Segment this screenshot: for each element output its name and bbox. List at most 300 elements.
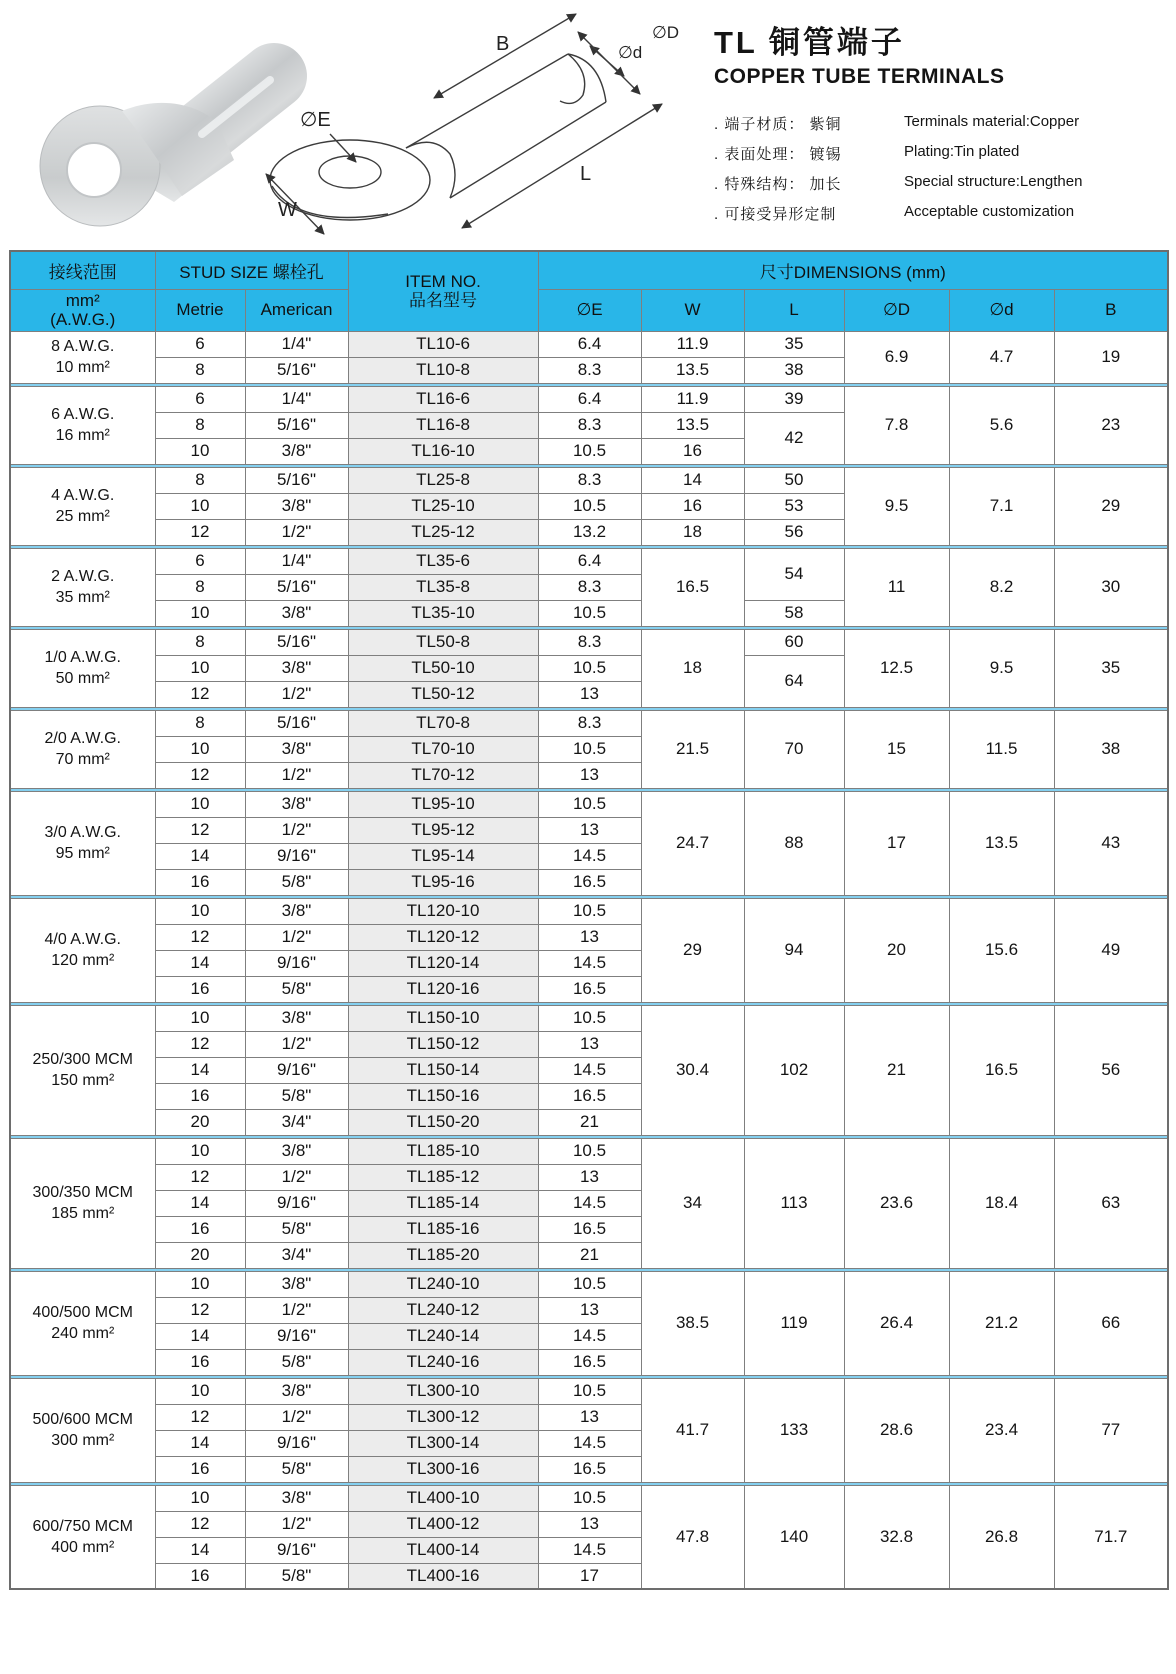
e-cell: 13	[538, 1164, 641, 1190]
d-cell: 12.5	[844, 629, 949, 707]
l-cell: 94	[744, 898, 844, 1002]
american-cell: 1/4"	[245, 331, 348, 357]
d-small-cell: 11.5	[949, 710, 1054, 788]
col-header-dim-l: L	[744, 289, 844, 331]
e-cell: 10.5	[538, 600, 641, 626]
d-small-cell: 26.8	[949, 1485, 1054, 1589]
item-cell: TL185-20	[348, 1242, 538, 1268]
table-row	[10, 1005, 1168, 1031]
d-cell: 21	[844, 1005, 949, 1135]
american-cell: 3/8"	[245, 736, 348, 762]
metric-cell: 12	[155, 1297, 245, 1323]
e-cell: 10.5	[538, 1378, 641, 1404]
b-cell: 30	[1054, 548, 1168, 626]
spec-plating-cn: . 表面处理： 镀锡	[714, 146, 842, 163]
item-cell: TL95-16	[348, 869, 538, 895]
col-header-dim-d-small: ∅d	[949, 289, 1054, 331]
l-cell: 64	[744, 655, 844, 707]
e-cell: 13	[538, 1511, 641, 1537]
american-cell: 1/2"	[245, 1297, 348, 1323]
item-cell: TL240-10	[348, 1271, 538, 1297]
w-cell: 13.5	[641, 357, 744, 383]
range-line: 240 mm²	[51, 1325, 115, 1342]
metric-cell: 12	[155, 519, 245, 545]
item-cell: TL150-14	[348, 1057, 538, 1083]
e-cell: 10.5	[538, 791, 641, 817]
range-line: 400/500 MCM	[32, 1304, 133, 1321]
b-cell: 43	[1054, 791, 1168, 895]
range-cell	[10, 898, 155, 1002]
range-line: 300 mm²	[51, 1432, 115, 1449]
metric-cell: 6	[155, 548, 245, 574]
american-cell: 1/2"	[245, 1164, 348, 1190]
american-cell: 1/2"	[245, 681, 348, 707]
diagram-label-b: B	[496, 33, 510, 55]
spec-table	[9, 250, 1169, 1590]
metric-cell: 14	[155, 950, 245, 976]
american-cell: 9/16"	[245, 1190, 348, 1216]
dimension-diagram	[238, 2, 698, 247]
item-cell: TL95-10	[348, 791, 538, 817]
e-cell: 14.5	[538, 950, 641, 976]
american-cell: 3/8"	[245, 1485, 348, 1511]
e-cell: 14.5	[538, 1323, 641, 1349]
l-cell: 54	[744, 548, 844, 600]
metric-cell: 16	[155, 1083, 245, 1109]
l-cell: 38	[744, 357, 844, 383]
e-cell: 16.5	[538, 976, 641, 1002]
item-cell: TL35-10	[348, 600, 538, 626]
item-cell: TL300-14	[348, 1430, 538, 1456]
range-line: 600/750 MCM	[32, 1517, 133, 1535]
spec-custom-en: Acceptable customization	[904, 203, 1075, 220]
metric-cell: 12	[155, 1164, 245, 1190]
american-cell: 5/16"	[245, 574, 348, 600]
table-row	[10, 1378, 1168, 1404]
e-cell: 17	[538, 1563, 641, 1589]
american-cell: 5/16"	[245, 467, 348, 493]
range-line: 185 mm²	[51, 1205, 115, 1222]
american-cell: 1/2"	[245, 519, 348, 545]
e-cell: 13	[538, 1297, 641, 1323]
e-cell: 13	[538, 1404, 641, 1430]
item-cell: TL10-8	[348, 357, 538, 383]
item-cell: TL185-14	[348, 1190, 538, 1216]
w-cell: 41.7	[641, 1378, 744, 1482]
e-cell: 14.5	[538, 1430, 641, 1456]
w-cell: 21.5	[641, 710, 744, 788]
american-cell: 9/16"	[245, 950, 348, 976]
l-cell: 58	[744, 600, 844, 626]
american-cell: 9/16"	[245, 1057, 348, 1083]
metric-cell: 8	[155, 412, 245, 438]
range-line: 500/600 MCM	[32, 1411, 133, 1428]
d-small-cell: 9.5	[949, 629, 1054, 707]
metric-cell: 14	[155, 1537, 245, 1563]
metric-cell: 16	[155, 1563, 245, 1589]
item-cell: TL300-16	[348, 1456, 538, 1482]
item-cell: TL25-12	[348, 519, 538, 545]
w-cell: 16	[641, 438, 744, 464]
metric-cell: 8	[155, 574, 245, 600]
l-cell: 102	[744, 1005, 844, 1135]
e-cell: 13	[538, 762, 641, 788]
american-cell: 5/16"	[245, 629, 348, 655]
item-cell: TL150-16	[348, 1083, 538, 1109]
col-header-item-line2: 品名型号	[409, 291, 478, 311]
spec-material-en: Terminals material:Copper	[904, 113, 1080, 130]
table-row	[10, 629, 1168, 655]
metric-cell: 8	[155, 629, 245, 655]
american-cell: 1/2"	[245, 1031, 348, 1057]
b-cell: 29	[1054, 467, 1168, 545]
item-cell: TL95-12	[348, 817, 538, 843]
item-cell: TL70-8	[348, 710, 538, 736]
american-cell: 1/2"	[245, 817, 348, 843]
e-cell: 10.5	[538, 1485, 641, 1511]
d-cell: 6.9	[844, 331, 949, 383]
metric-cell: 14	[155, 1190, 245, 1216]
american-cell: 3/8"	[245, 1005, 348, 1031]
e-cell: 16.5	[538, 1083, 641, 1109]
range-cell	[10, 1005, 155, 1135]
table-body	[10, 331, 1168, 1589]
l-cell: 88	[744, 791, 844, 895]
e-cell: 10.5	[538, 1138, 641, 1164]
item-cell: TL120-14	[348, 950, 538, 976]
l-cell: 113	[744, 1138, 844, 1268]
american-cell: 5/8"	[245, 976, 348, 1002]
l-cell: 53	[744, 493, 844, 519]
metric-cell: 12	[155, 924, 245, 950]
l-cell: 35	[744, 331, 844, 357]
range-line: 2/0 A.W.G.	[44, 730, 121, 747]
table-row	[10, 386, 1168, 412]
item-cell: TL16-6	[348, 386, 538, 412]
metric-cell: 8	[155, 467, 245, 493]
range-cell	[10, 1271, 155, 1375]
item-cell: TL120-16	[348, 976, 538, 1002]
w-cell: 16.5	[641, 548, 744, 626]
e-cell: 14.5	[538, 1537, 641, 1563]
dimension-diagram-drawing	[238, 2, 698, 247]
range-line: 70 mm²	[55, 751, 110, 768]
e-cell: 16.5	[538, 1216, 641, 1242]
d-cell: 32.8	[844, 1485, 949, 1589]
metric-cell: 10	[155, 1271, 245, 1297]
range-line: 8 A.W.G.	[51, 338, 115, 355]
range-line: 25 mm²	[55, 508, 110, 525]
e-cell: 10.5	[538, 493, 641, 519]
w-cell: 14	[641, 467, 744, 493]
b-cell: 19	[1054, 331, 1168, 383]
e-cell: 6.4	[538, 331, 641, 357]
diagram-label-e: ∅E	[300, 109, 331, 131]
range-cell	[10, 467, 155, 545]
b-cell: 77	[1054, 1378, 1168, 1482]
col-header-metric: Metrie	[155, 289, 245, 331]
b-cell: 63	[1054, 1138, 1168, 1268]
item-cell: TL35-6	[348, 548, 538, 574]
metric-cell: 12	[155, 681, 245, 707]
table-row	[10, 898, 1168, 924]
e-cell: 10.5	[538, 438, 641, 464]
item-cell: TL400-16	[348, 1563, 538, 1589]
d-cell: 9.5	[844, 467, 949, 545]
d-small-cell: 13.5	[949, 791, 1054, 895]
metric-cell: 16	[155, 1456, 245, 1482]
metric-cell: 16	[155, 1349, 245, 1375]
diagram-label-d-big: ∅D	[652, 23, 680, 42]
col-header-dimensions: 尺寸DIMENSIONS (mm)	[538, 251, 1168, 289]
e-cell: 10.5	[538, 655, 641, 681]
w-cell: 47.8	[641, 1485, 744, 1589]
american-cell: 3/8"	[245, 1378, 348, 1404]
range-cell	[10, 1138, 155, 1268]
item-cell: TL95-14	[348, 843, 538, 869]
col-header-dim-e: ∅E	[538, 289, 641, 331]
col-header-item-line1: ITEM NO.	[405, 272, 481, 292]
table-row	[10, 791, 1168, 817]
metric-cell: 10	[155, 600, 245, 626]
american-cell: 5/16"	[245, 412, 348, 438]
american-cell: 9/16"	[245, 1430, 348, 1456]
table-header	[10, 251, 1168, 331]
b-cell: 35	[1054, 629, 1168, 707]
item-cell: TL50-10	[348, 655, 538, 681]
e-cell: 21	[538, 1242, 641, 1268]
w-cell: 18	[641, 519, 744, 545]
e-cell: 8.3	[538, 412, 641, 438]
metric-cell: 12	[155, 1511, 245, 1537]
metric-cell: 8	[155, 710, 245, 736]
d-small-cell: 7.1	[949, 467, 1054, 545]
american-cell: 3/8"	[245, 1271, 348, 1297]
w-cell: 24.7	[641, 791, 744, 895]
e-cell: 6.4	[538, 386, 641, 412]
metric-cell: 12	[155, 762, 245, 788]
american-cell: 5/8"	[245, 1083, 348, 1109]
e-cell: 8.3	[538, 574, 641, 600]
metric-cell: 8	[155, 357, 245, 383]
e-cell: 14.5	[538, 1190, 641, 1216]
range-cell	[10, 791, 155, 895]
item-cell: TL10-6	[348, 331, 538, 357]
item-cell: TL16-10	[348, 438, 538, 464]
col-header-range-units	[10, 289, 155, 331]
item-cell: TL185-16	[348, 1216, 538, 1242]
e-cell: 14.5	[538, 843, 641, 869]
item-cell: TL150-12	[348, 1031, 538, 1057]
e-cell: 21	[538, 1109, 641, 1135]
col-header-dim-d: ∅D	[844, 289, 949, 331]
range-line: 10 mm²	[55, 359, 110, 376]
e-cell: 13	[538, 924, 641, 950]
col-header-dim-w: W	[641, 289, 744, 331]
l-cell: 133	[744, 1378, 844, 1482]
col-header-stud-size: STUD SIZE 螺栓孔	[155, 251, 348, 289]
col-header-american: American	[245, 289, 348, 331]
d-cell: 15	[844, 710, 949, 788]
e-cell: 6.4	[538, 548, 641, 574]
col-header-dim-b: B	[1054, 289, 1168, 331]
range-line: 4 A.W.G.	[51, 487, 115, 504]
american-cell: 3/8"	[245, 438, 348, 464]
american-cell: 3/8"	[245, 493, 348, 519]
spec-custom-cn: . 可接受异形定制	[714, 206, 837, 223]
d-small-cell: 16.5	[949, 1005, 1054, 1135]
item-cell: TL16-8	[348, 412, 538, 438]
b-cell: 56	[1054, 1005, 1168, 1135]
w-cell: 16	[641, 493, 744, 519]
metric-cell: 10	[155, 898, 245, 924]
range-cell	[10, 386, 155, 464]
american-cell: 5/16"	[245, 710, 348, 736]
b-cell: 66	[1054, 1271, 1168, 1375]
l-cell: 119	[744, 1271, 844, 1375]
spec-plating-en: Plating:Tin plated	[904, 143, 1020, 160]
d-small-cell: 4.7	[949, 331, 1054, 383]
range-cell	[10, 710, 155, 788]
table-row	[10, 1138, 1168, 1164]
metric-cell: 10	[155, 791, 245, 817]
american-cell: 3/8"	[245, 1138, 348, 1164]
range-line: 16 mm²	[55, 427, 110, 444]
e-cell: 16.5	[538, 1456, 641, 1482]
col-header-range-awg: (A.W.G.)	[50, 310, 116, 329]
american-cell: 5/8"	[245, 1456, 348, 1482]
item-cell: TL400-14	[348, 1537, 538, 1563]
range-cell	[10, 629, 155, 707]
metric-cell: 16	[155, 1216, 245, 1242]
item-cell: TL120-10	[348, 898, 538, 924]
d-small-cell: 18.4	[949, 1138, 1054, 1268]
metric-cell: 6	[155, 331, 245, 357]
metric-cell: 16	[155, 869, 245, 895]
table-row	[10, 1485, 1168, 1511]
title-block	[714, 26, 1166, 224]
item-cell: TL70-12	[348, 762, 538, 788]
range-line: 2 A.W.G.	[51, 568, 115, 585]
item-cell: TL50-12	[348, 681, 538, 707]
range-line: 6 A.W.G.	[51, 406, 115, 423]
w-cell: 38.5	[641, 1271, 744, 1375]
american-cell: 1/2"	[245, 762, 348, 788]
american-cell: 3/8"	[245, 898, 348, 924]
range-cell	[10, 1485, 155, 1589]
metric-cell: 14	[155, 1057, 245, 1083]
american-cell: 1/2"	[245, 1511, 348, 1537]
e-cell: 10.5	[538, 898, 641, 924]
e-cell: 14.5	[538, 1057, 641, 1083]
metric-cell: 10	[155, 1138, 245, 1164]
e-cell: 8.3	[538, 629, 641, 655]
american-cell: 9/16"	[245, 1323, 348, 1349]
metric-cell: 14	[155, 1430, 245, 1456]
metric-cell: 6	[155, 386, 245, 412]
range-cell	[10, 1378, 155, 1482]
range-line: 35 mm²	[55, 589, 110, 606]
w-cell: 30.4	[641, 1005, 744, 1135]
american-cell: 3/8"	[245, 791, 348, 817]
e-cell: 10.5	[538, 1271, 641, 1297]
d-cell: 17	[844, 791, 949, 895]
metric-cell: 10	[155, 736, 245, 762]
range-line: 3/0 A.W.G.	[44, 824, 121, 841]
item-cell: TL25-8	[348, 467, 538, 493]
spec-table-wrap	[9, 250, 1167, 1590]
w-cell: 11.9	[641, 331, 744, 357]
e-cell: 13	[538, 681, 641, 707]
table-row	[10, 1271, 1168, 1297]
range-cell	[10, 548, 155, 626]
american-cell: 1/4"	[245, 548, 348, 574]
range-line: 120 mm²	[51, 952, 115, 969]
metric-cell: 10	[155, 1485, 245, 1511]
diagram-label-l: L	[580, 163, 592, 185]
d-small-cell: 8.2	[949, 548, 1054, 626]
metric-cell: 12	[155, 1404, 245, 1430]
american-cell: 3/4"	[245, 1242, 348, 1268]
range-line: 400 mm²	[51, 1538, 115, 1556]
col-header-range: 接线范围	[10, 251, 155, 289]
american-cell: 5/8"	[245, 869, 348, 895]
american-cell: 1/2"	[245, 1404, 348, 1430]
b-cell: 38	[1054, 710, 1168, 788]
metric-cell: 14	[155, 1323, 245, 1349]
e-cell: 13	[538, 1031, 641, 1057]
e-cell: 8.3	[538, 357, 641, 383]
item-cell: TL400-10	[348, 1485, 538, 1511]
d-small-cell: 15.6	[949, 898, 1054, 1002]
american-cell: 3/8"	[245, 600, 348, 626]
item-cell: TL240-16	[348, 1349, 538, 1375]
d-cell: 23.6	[844, 1138, 949, 1268]
w-cell: 29	[641, 898, 744, 1002]
e-cell: 8.3	[538, 467, 641, 493]
table-row	[10, 331, 1168, 357]
item-cell: TL185-10	[348, 1138, 538, 1164]
item-cell: TL400-12	[348, 1511, 538, 1537]
item-cell: TL300-12	[348, 1404, 538, 1430]
metric-cell: 20	[155, 1242, 245, 1268]
american-cell: 5/8"	[245, 1563, 348, 1589]
table-row	[10, 548, 1168, 574]
l-cell: 70	[744, 710, 844, 788]
d-cell: 7.8	[844, 386, 949, 464]
d-small-cell: 5.6	[949, 386, 1054, 464]
col-header-item-no	[348, 251, 538, 331]
metric-cell: 12	[155, 1031, 245, 1057]
col-header-range-mm2: mm²	[65, 291, 100, 310]
item-cell: TL50-8	[348, 629, 538, 655]
american-cell: 9/16"	[245, 1537, 348, 1563]
range-line: 95 mm²	[55, 845, 110, 862]
e-cell: 8.3	[538, 710, 641, 736]
l-cell: 50	[744, 467, 844, 493]
metric-cell: 16	[155, 976, 245, 1002]
page-title-english: COPPER TUBE TERMINALS	[714, 65, 1005, 88]
item-cell: TL150-10	[348, 1005, 538, 1031]
range-line: 300/350 MCM	[32, 1184, 133, 1201]
range-line: 1/0 A.W.G.	[44, 649, 121, 666]
d-cell: 11	[844, 548, 949, 626]
item-cell: TL240-14	[348, 1323, 538, 1349]
item-cell: TL185-12	[348, 1164, 538, 1190]
w-cell: 13.5	[641, 412, 744, 438]
w-cell: 34	[641, 1138, 744, 1268]
range-line: 4/0 A.W.G.	[44, 931, 121, 948]
